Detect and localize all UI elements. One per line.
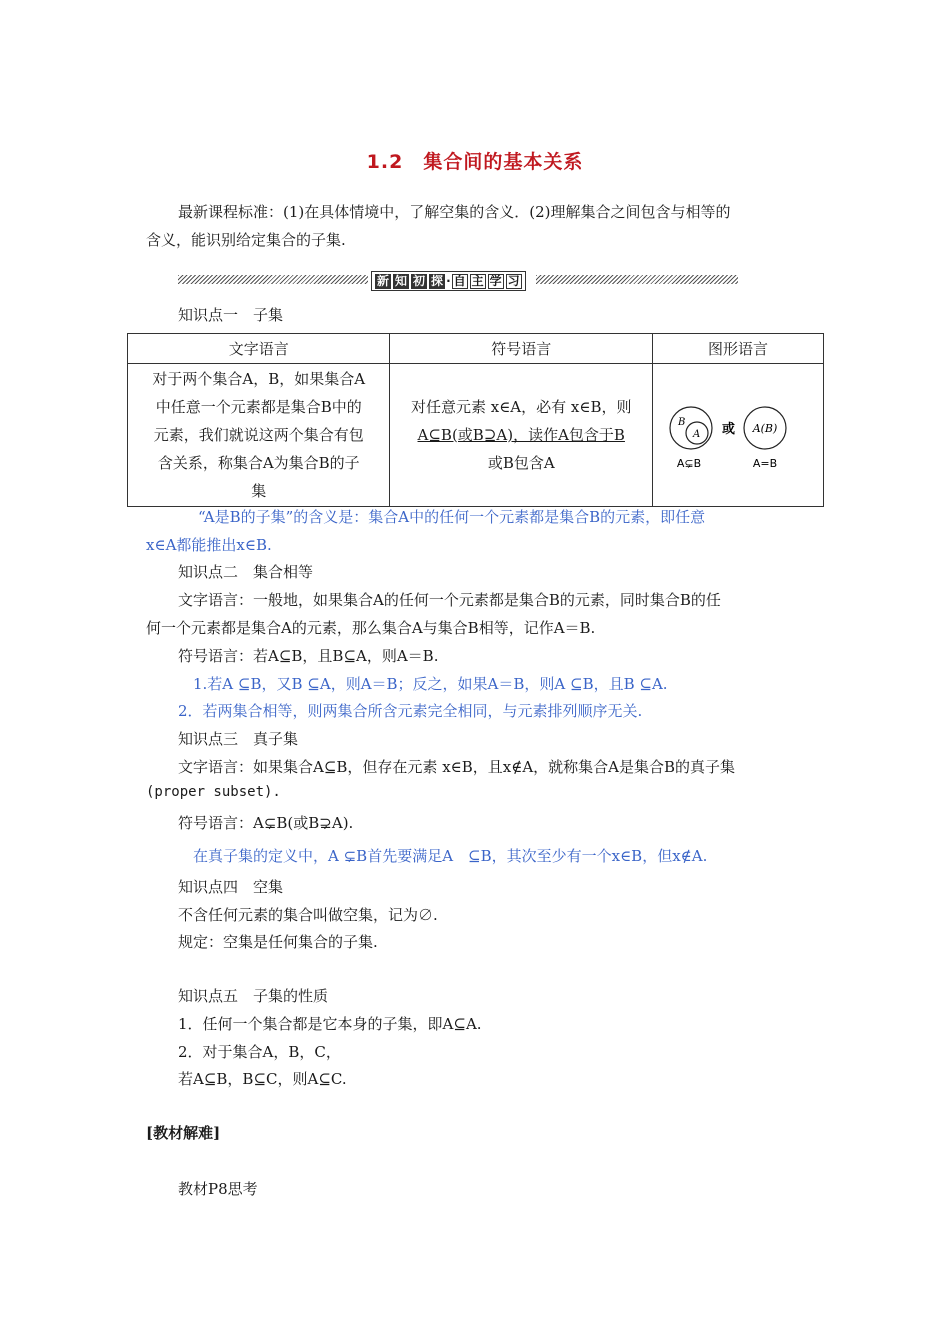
table-line: 对于两个集合A，B，如果集合A [152,370,366,388]
equal-circle-label: A(B) [752,422,778,435]
venn-diagram [653,395,823,475]
table-header: 文字语言 [128,334,390,364]
kp3-note: 在真子集的定义中，A ⊊B首先要满足A ⊆B，其次至少有一个x∈B，但x∉A. [193,847,708,865]
kp2-note-2: 2．若两集合相等，则两集合所含元素完全相同，与元素排列顺序无关. [178,702,643,720]
kp5-line-3: 若A⊆B，B⊆C，则A⊆C. [178,1070,347,1088]
text-language-cell [128,364,390,507]
label-b: B [678,417,686,428]
kp3-text-line-2: (proper subset). [146,784,281,800]
table-line: 含关系，称集合A为集合B的子 [157,454,360,472]
equal-caption: A=B [752,457,778,470]
or-text: 或 [722,422,736,437]
kp2-text-line-1: 文字语言：一般地，如果集合A的任何一个元素都是集合B的元素，同时集合B的任 [178,591,721,609]
table-line: 元素，我们就说这两个集合有包 [153,426,364,444]
kp4-line-2: 规定：空集是任何集合的子集. [178,933,378,951]
table-line: 集 [251,482,267,500]
banner-char: 知 [395,273,408,288]
banner-hatch-right [536,275,738,284]
kp2-note-1: 1.若A ⊆B，又B ⊆A，则A＝B；反之，如果A＝B，则A ⊆B，且B ⊆A. [193,675,668,693]
kp5-line-1: 1．任何一个集合都是它本身的子集，即A⊆A. [178,1015,482,1033]
table-line: 对任意元素 x∈A，必有 x∈B，则 [410,398,632,416]
label-a: A [693,429,701,440]
banner-dot: · [446,274,451,288]
section-banner [178,271,738,289]
figure-language-cell [653,364,824,507]
banner-char: 学 [489,273,502,288]
table-header: 图形语言 [653,334,824,364]
kp1-heading: 知识点一 子集 [178,306,284,324]
kp3-heading: 知识点三 真子集 [178,730,299,748]
banner-label [371,271,526,291]
section-heading: [教材解难] [146,1124,221,1142]
kp1-note-line-1: “A是B的子集”的含义是：集合A中的任何一个元素都是集合B的元素，即任意 [198,508,706,526]
banner-hatch-left [178,275,368,284]
proper-subset-caption: A⊊B [676,457,702,470]
banner-char: 初 [413,273,426,288]
banner-char: 自 [453,273,466,288]
banner-char: 探 [431,273,444,288]
kp5-line-2: 2．对于集合A，B，C， [178,1043,341,1061]
kp5-heading: 知识点五 子集的性质 [178,987,329,1005]
table-line: 或B包含A [487,454,555,472]
kp2-heading: 知识点二 集合相等 [178,563,314,581]
table-header: 符号语言 [390,334,653,364]
textbook-reference: 教材P8思考 [178,1180,258,1198]
kp2-text-line-2: 何一个元素都是集合A的元素，那么集合A与集合B相等，记作A＝B. [146,619,596,637]
symbol-language-cell [390,364,653,507]
kp3-symbol: 符号语言：A⊊B(或B⊋A). [178,814,354,832]
banner-char: 新 [377,273,390,288]
kp1-note-line-2: x∈A都能推出x∈B. [146,536,272,554]
kp4-heading: 知识点四 空集 [178,878,284,896]
kp2-symbol: 符号语言：若A⊆B，且B⊆A，则A＝B. [178,647,439,665]
table-line: 中任意一个元素都是集合B中的 [155,398,362,416]
kp3-text-line-1: 文字语言：如果集合A⊆B，但存在元素 x∈B，且x∉A，就称集合A是集合B的真子集 [178,758,736,776]
banner-char: 习 [507,273,520,288]
page-title: 1.2 集合间的基本关系 [366,151,584,173]
standard-line-2: 含义，能识别给定集合的子集. [146,231,346,249]
standard-line-1: 最新课程标准：(1)在具体情境中，了解空集的含义．(2)理解集合之间包含与相等的 [178,203,731,221]
kp4-line-1: 不含任何元素的集合叫做空集，记为∅. [178,906,438,924]
banner-char: 主 [471,273,484,288]
table-line: A⊆B(或B⊇A)，读作A包含于B [417,426,625,444]
subset-table [127,333,824,507]
